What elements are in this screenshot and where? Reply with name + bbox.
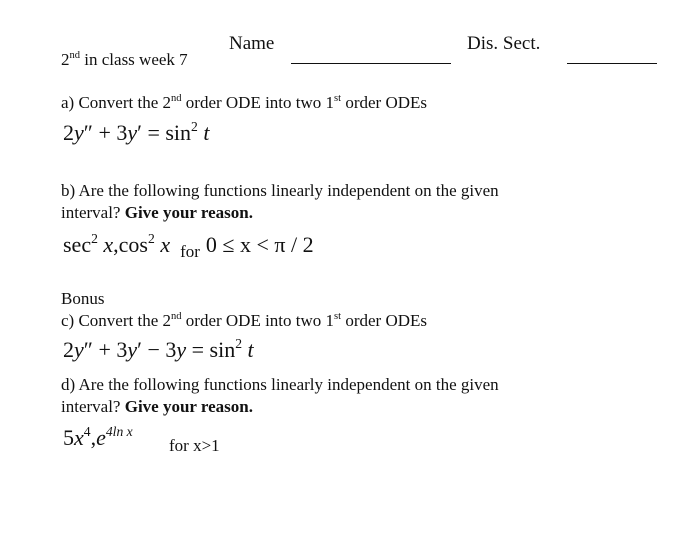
- section-field[interactable]: [567, 51, 657, 69]
- problem-d-line2: interval? Give your reason.: [61, 397, 254, 416]
- name-label: Name: [229, 33, 275, 54]
- name-field[interactable]: [291, 51, 451, 69]
- bonus-label: Bonus: [61, 289, 105, 308]
- problem-d-condition: for x>1: [169, 436, 220, 455]
- problem-a-text: a) Convert the 2nd order ODE into two 1st order ODEs: [61, 93, 427, 112]
- problem-a-equation: $2y'' + 3y' = \sin^2 t$: [63, 119, 210, 145]
- problem-c-text: c) Convert the 2nd order ODE into two 1st order ODEs: [61, 311, 427, 330]
- problem-b-expression: $\sec^2 x,\cos^2$ x $_{for}$ 0 ≤ x < π / 2: [63, 231, 314, 261]
- problem-d-line1: d) Are the following functions linearly independent on the given: [61, 375, 499, 394]
- problem-b-line1: b) Are the following functions linearly independent on the given: [61, 181, 499, 200]
- section-label: Dis. Sect.: [467, 33, 541, 54]
- problem-c-equation: $2y'' + 3y' - 3y = \sin^2 t$: [63, 336, 254, 362]
- subtitle: 2nd in class week 7: [61, 50, 188, 69]
- problem-d-expression: $5x^4,e^{4ln x}$: [63, 424, 133, 450]
- problem-b-line2: interval? Give your reason.: [61, 203, 254, 222]
